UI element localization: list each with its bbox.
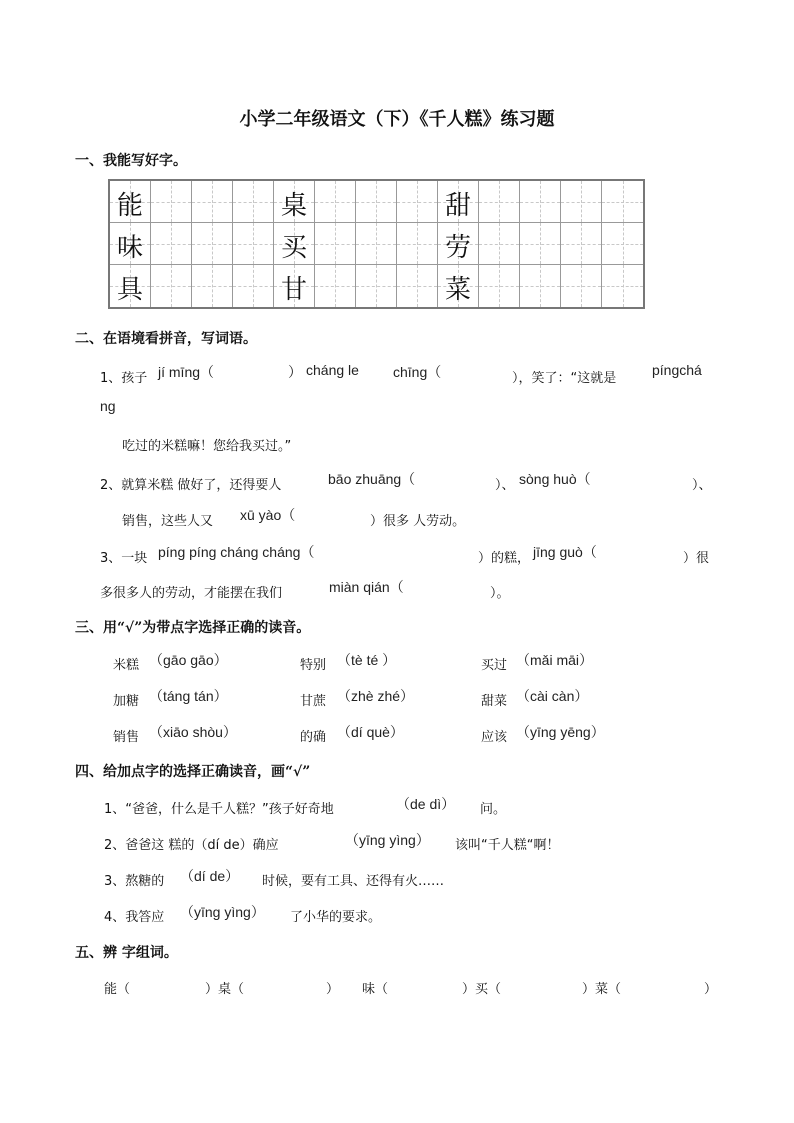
- q2-1-pinyin-4-wrap: ng: [100, 398, 116, 414]
- section-4-heading: 四、给加点字的选择正确读音，画“√”: [75, 764, 311, 780]
- s4-q4-options[interactable]: （yīng yìng）: [180, 904, 265, 920]
- s4-q3-options[interactable]: （dí de）: [180, 868, 240, 884]
- q2-3-end: ）很: [683, 551, 710, 566]
- grid-row: [110, 265, 643, 307]
- s5-item: ）桌（: [205, 982, 245, 997]
- s5-item: ）菜（: [582, 982, 622, 997]
- s3-word: 甘蔗: [300, 694, 327, 709]
- s5-item: ）买（: [462, 982, 502, 997]
- s4-q1-options[interactable]: （de dì）: [396, 796, 456, 812]
- grid-char: 菜: [444, 275, 471, 305]
- section-5-heading: 五、辨 字组词。: [75, 945, 178, 961]
- q2-3-pinyin-3: miàn qián（: [329, 579, 404, 595]
- write-cell[interactable]: [315, 181, 356, 223]
- grid-row: [110, 181, 643, 223]
- s4-q1-end: 问。: [480, 802, 507, 817]
- s3-word: 的确: [300, 730, 327, 745]
- q2-3-pinyin-1: píng píng cháng cháng（: [158, 544, 315, 560]
- s3-word: 特别: [300, 658, 327, 673]
- write-cell[interactable]: [602, 223, 643, 265]
- write-cell[interactable]: [315, 223, 356, 265]
- section-2-heading: 二、在语境看拼音，写词语。: [75, 331, 257, 347]
- writing-grid: [108, 179, 645, 309]
- grid-char: 味: [116, 233, 143, 263]
- q2-2-pinyin-2: sòng huò（: [519, 471, 591, 487]
- q2-2-pinyin-1: bāo zhuāng（: [328, 471, 416, 487]
- section-1-heading: 一、我能写好字。: [75, 153, 187, 169]
- write-cell[interactable]: [479, 265, 520, 307]
- write-cell[interactable]: [520, 265, 561, 307]
- s3-options[interactable]: （dí què）: [337, 724, 404, 740]
- q2-3-pinyin-2: jīng guò（: [533, 544, 597, 560]
- q2-3-start: 3、一块: [100, 551, 148, 566]
- write-cell[interactable]: [602, 181, 643, 223]
- q2-3-mid: ）的糕，: [478, 551, 531, 566]
- q2-2-start: 2、就算米糕 做好了，还得要人: [100, 478, 282, 493]
- s3-word: 加糖: [113, 694, 140, 709]
- q2-1-pinyin-4: píngchá: [652, 362, 702, 378]
- s3-word: 应该: [481, 730, 508, 745]
- write-cell[interactable]: [151, 265, 192, 307]
- s4-q2-end: 该叫“千人糕“啊！: [455, 838, 560, 853]
- grid-char: 桌: [280, 191, 307, 221]
- s4-q4-end: 了小华的要求。: [290, 910, 382, 925]
- write-cell[interactable]: [397, 265, 438, 307]
- write-cell[interactable]: [356, 265, 397, 307]
- q2-3-line-2b: ）。: [490, 586, 510, 601]
- s3-word: 买过: [481, 658, 508, 673]
- grid-char: 买: [280, 233, 307, 263]
- write-cell[interactable]: [561, 181, 602, 223]
- write-cell[interactable]: [192, 181, 233, 223]
- s4-q2-start: 2、爸爸这 糕的（dí de）确应: [104, 838, 279, 853]
- q2-1-pinyin-1: jí mīng（: [158, 364, 215, 380]
- s3-options[interactable]: （gāo gāo）: [149, 652, 228, 668]
- write-cell[interactable]: [602, 265, 643, 307]
- write-cell[interactable]: [397, 223, 438, 265]
- q2-1-pinyin-2: cháng le: [306, 362, 359, 378]
- s4-q3-start: 3、熬糖的: [104, 874, 165, 889]
- s3-options[interactable]: （táng tán）: [149, 688, 228, 704]
- s4-q2-options[interactable]: （yīng yìng）: [345, 832, 430, 848]
- grid-char: 劳: [444, 233, 471, 263]
- s5-item: ）: [326, 982, 340, 997]
- s3-word: 甜菜: [481, 694, 508, 709]
- write-cell[interactable]: [192, 265, 233, 307]
- q2-2-line-2a: 销售，这些人又: [122, 514, 214, 529]
- write-cell[interactable]: [479, 223, 520, 265]
- q2-2-mid: ）、: [495, 478, 515, 493]
- write-cell[interactable]: [356, 181, 397, 223]
- q2-1-blank-1-close: ）: [288, 364, 302, 380]
- write-cell[interactable]: [151, 223, 192, 265]
- s4-q3-end: 时候，要有工具、还得有火……: [262, 874, 445, 889]
- s4-q1-start: 1、“爸爸，什么是千人糕？”孩子好奇地: [104, 802, 334, 817]
- s3-options[interactable]: （yīng yēng）: [516, 724, 605, 740]
- page-title: 小学二年级语文（下）《千人糕》练习题: [239, 109, 555, 130]
- s4-q4-start: 4、我答应: [104, 910, 165, 925]
- write-cell[interactable]: [151, 181, 192, 223]
- s3-word: 米糕: [113, 658, 140, 673]
- write-cell[interactable]: [561, 223, 602, 265]
- s3-word: 销售: [113, 730, 140, 745]
- write-cell[interactable]: [233, 223, 274, 265]
- s3-options[interactable]: （zhè zhé）: [337, 688, 415, 704]
- grid-row: [110, 223, 643, 265]
- q2-3-line-2a: 多很多人的劳动，才能摆在我们: [100, 586, 283, 601]
- write-cell[interactable]: [520, 223, 561, 265]
- s3-options[interactable]: （tè té ）: [337, 652, 397, 668]
- grid-char: 能: [116, 191, 143, 221]
- s5-item: 能（: [104, 982, 131, 997]
- s5-item: ）: [704, 982, 718, 997]
- s3-options[interactable]: （mǎi māi）: [516, 652, 594, 668]
- grid-char: 甜: [444, 191, 471, 221]
- s5-item: 味（: [362, 982, 389, 997]
- write-cell[interactable]: [479, 181, 520, 223]
- write-cell[interactable]: [233, 181, 274, 223]
- s3-options[interactable]: （xiāo shòu）: [149, 724, 237, 740]
- write-cell[interactable]: [397, 181, 438, 223]
- write-cell[interactable]: [315, 265, 356, 307]
- q2-1-line-2: 吃过的米糕嘛！您给我买过。”: [122, 439, 292, 454]
- write-cell[interactable]: [520, 181, 561, 223]
- grid-char: 具: [116, 275, 143, 305]
- q2-1-tail: ），笑了：“这就是: [512, 371, 617, 386]
- write-cell[interactable]: [192, 223, 233, 265]
- grid-char: 甘: [280, 275, 307, 305]
- q2-2-pinyin-3: xū yào（: [240, 507, 296, 523]
- q2-1-pinyin-3: chīng（: [393, 364, 442, 380]
- q2-2-end: ）、: [692, 478, 712, 493]
- q2-2-line-2b: ）很多 人劳动。: [370, 514, 466, 529]
- write-cell[interactable]: [561, 265, 602, 307]
- s3-options[interactable]: （cài càn）: [516, 688, 589, 704]
- write-cell[interactable]: [233, 265, 274, 307]
- section-3-heading: 三、用“√”为带点字选择正确的读音。: [75, 620, 311, 636]
- write-cell[interactable]: [356, 223, 397, 265]
- q2-1-start: 1、孩子: [100, 371, 148, 386]
